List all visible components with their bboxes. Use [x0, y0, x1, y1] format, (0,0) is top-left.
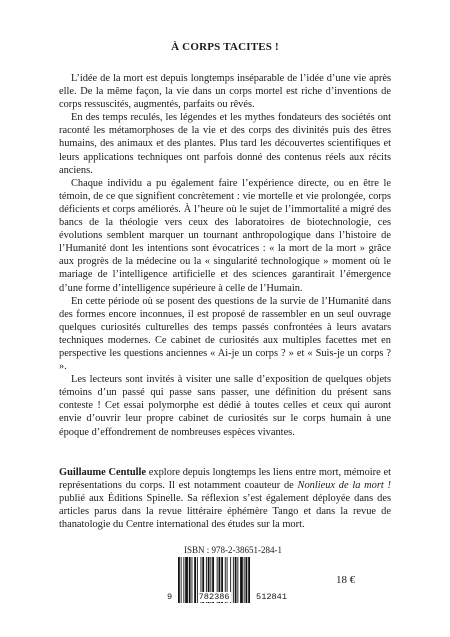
barcode-first-digit: 9: [167, 592, 173, 602]
isbn-label: ISBN : 978-2-38651-284-1: [184, 545, 282, 555]
book-title: Nonlieux de la mort !: [297, 480, 391, 492]
barcode-digits: [166, 592, 288, 602]
blurb-paragraph: Chaque individu a pu également faire l’expérience directe, ou en être le témoin, de ce que signifient concrètement : vie mortelle et vie prolongée, corps déficients et corps améliorés. À l’heure où le sujet de l’immortalité a migré des bancs de la théologie vers ceux des laboratoires de biotechnologie, ces évolutions semblent marquer un tournant anthropologique dans l’histoire de l’Humanité dont les intentions sont évocatrices : « la mort de la mort » grâce aux progrès de la médecine ou la « singularité technologique » moment où le mariage de l’intelligence artificielle et des sciences garantirait l’émergence d’une forme d’intelligence supérieure à celle de l’Humain.: [59, 177, 391, 294]
bio-text: explore depuis longtemps les liens entre mort, mémoire et représentations du corps. Il est notamment coauteur de: [59, 467, 391, 492]
author-name: Guillaume Centulle: [59, 467, 147, 478]
cover-title: À CORPS TACITES !: [171, 41, 279, 53]
blurb: [59, 72, 391, 439]
barcode-right-group: 512841: [256, 592, 287, 602]
author-bio: [59, 466, 391, 531]
blurb-paragraph: En des temps reculés, les légendes et les mythes fondateurs des sociétés ont raconté les métamorphoses de la vie et des corps des divinités puis des êtres humains, des animaux et des plantes. Plus tard les découvertes scientifiques et leurs applications techniques ont parfois donné des contenus réels aux récits anciens.: [59, 112, 391, 176]
blurb-paragraph: L’idée de la mort est depuis longtemps inséparable de l’idée d’une vie après elle. De la même façon, la vie dans un corps mortel est riche d’inventions de corps ressuscités, augmentés, parfaits ou rêvés.: [59, 73, 391, 111]
blurb-paragraph: Les lecteurs sont invités à visiter une salle d’exposition de quelques objets témoins d’un passé qui passe sans passer, une définition du présent sans conteste ! Cet essai polymorphe est dédié à toutes celles et ceux qui auront envie d’ouvrir leur propre cabinet de curiosités sur le corps humain à une époque d’effondrement de nombreuses espèces vivantes.: [59, 374, 391, 438]
barcode-left-group: 782386: [198, 592, 230, 602]
bio-text: publié aux Éditions Spinelle. Sa réflexion s’est également déployée dans des articles parus dans la revue littéraire éphémère Tango et dans la revue de thanatologie du Centre international des études sur la mort.: [59, 493, 391, 531]
price: 18 €: [336, 574, 356, 586]
blurb-paragraph: En cette période où se posent des questions de la survie de l’Humanité dans des formes encore inconnues, il est proposé de rassembler en un seul ouvrage quelques curiosités culturelles des temps passés confrontées à leurs avatars techniques modernes. Ce cabinet de curiosités aux multiples facettes met en perspective les questions anciennes « Ai-je un corps ? » et « Suis-je un corps ? ».: [59, 295, 391, 373]
